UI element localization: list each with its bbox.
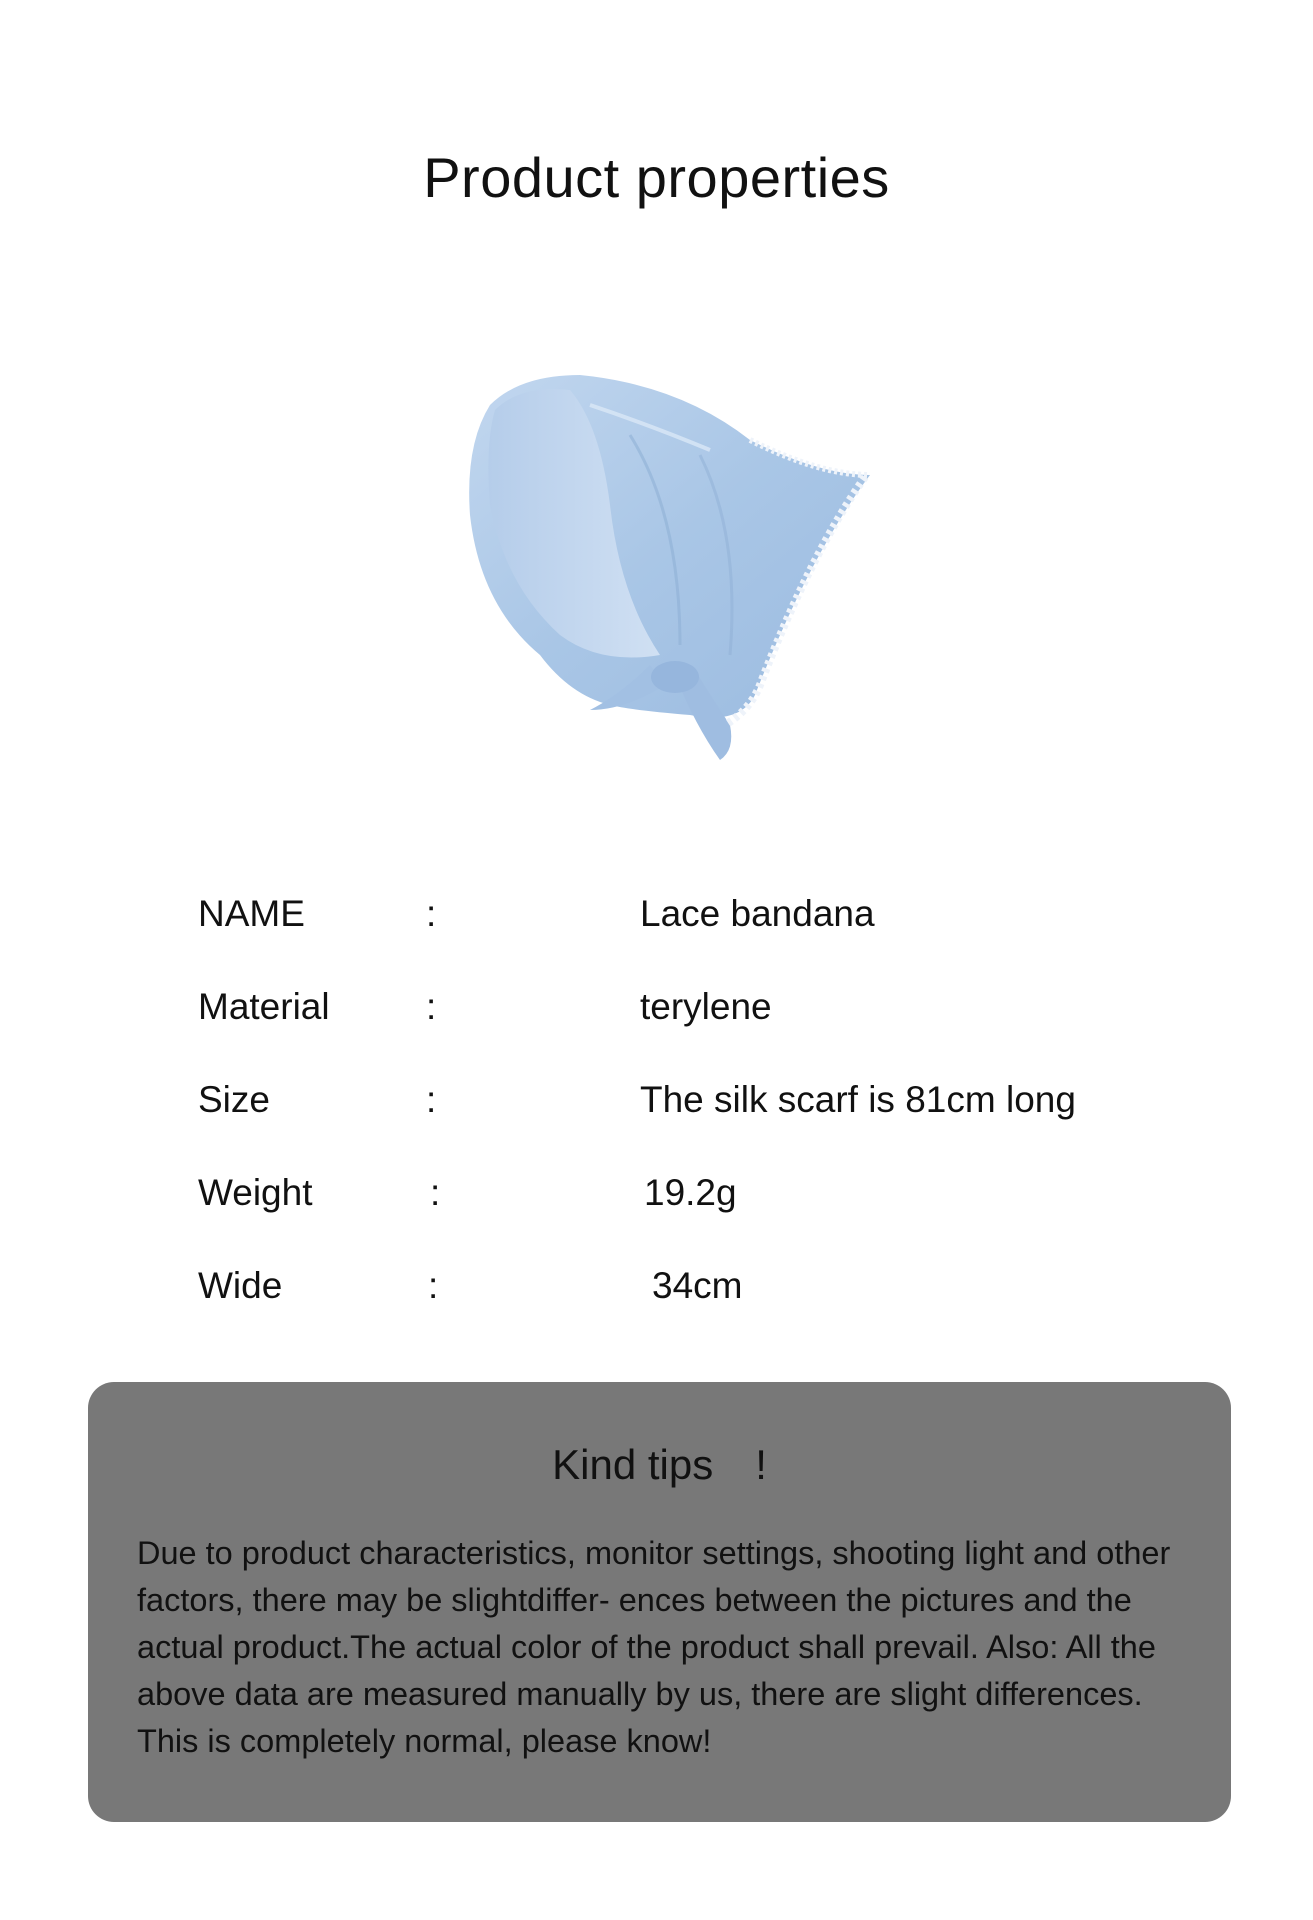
property-row-weight <box>0 1172 1313 1222</box>
property-value: terylene <box>640 986 772 1027</box>
kind-tips-title: Kind tips ! <box>552 1441 767 1488</box>
page-title: Product properties <box>423 146 890 209</box>
property-colon: : <box>430 1172 441 1213</box>
property-value: 19.2g <box>644 1172 737 1213</box>
property-key: Size <box>198 1079 270 1120</box>
property-value: The silk scarf is 81cm long <box>640 1079 1076 1120</box>
property-row-size <box>0 1079 1313 1129</box>
property-key: Material <box>198 986 330 1027</box>
property-row-wide <box>0 1265 1313 1315</box>
property-value: 34cm <box>652 1265 743 1306</box>
kind-tips-body: Due to product characteristics, monitor settings, shooting light and other factors, there may be slightdiffer- ences between the pictures and the actual product.The actual color of the product shall prevail. Also: All the above data are measured manually by us, there are slight differences. This is completely normal, please know! <box>137 1535 1171 1759</box>
kind-tips-panel <box>88 1382 1231 1822</box>
property-colon: : <box>428 1265 439 1306</box>
property-colon: : <box>426 986 437 1027</box>
property-key: NAME <box>198 893 305 934</box>
property-row-material <box>0 986 1313 1036</box>
property-key: Weight <box>198 1172 313 1213</box>
lace-bandana-image <box>450 365 890 785</box>
property-key: Wide <box>198 1265 283 1306</box>
property-value: Lace bandana <box>640 893 875 934</box>
property-colon: : <box>426 1079 437 1120</box>
property-colon: : <box>426 893 437 934</box>
property-row-name <box>0 893 1313 943</box>
